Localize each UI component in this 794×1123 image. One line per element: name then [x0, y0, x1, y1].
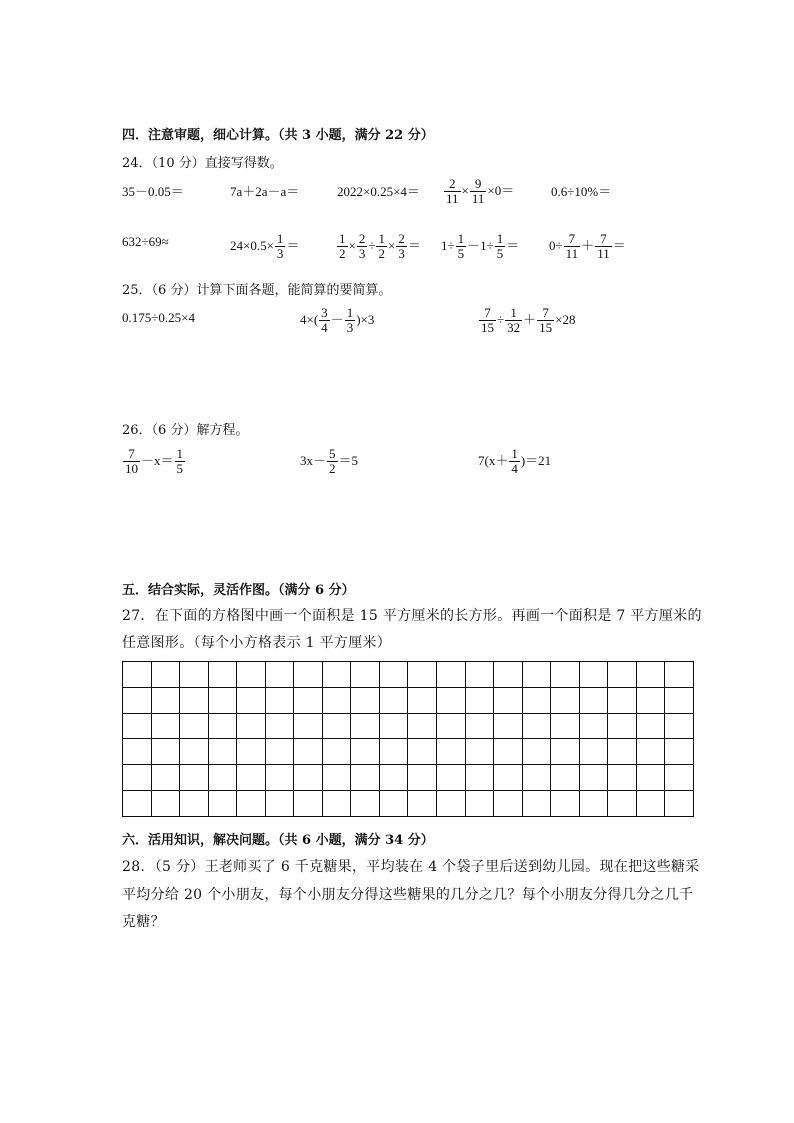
- fraction: $\frac{7}{15}$: [481, 305, 494, 336]
- q24-label: 24．（10 分）直接写得数。: [122, 156, 283, 171]
- grid-cell[interactable]: [465, 765, 494, 791]
- grid-cell[interactable]: [437, 662, 466, 688]
- fraction: $\frac{7}{10}$: [125, 446, 138, 477]
- grid-cell[interactable]: [208, 765, 237, 791]
- grid-cell[interactable]: [180, 687, 209, 713]
- grid-cell[interactable]: [608, 687, 637, 713]
- fraction: $\frac{2}{3}$: [398, 231, 405, 262]
- grid-cell[interactable]: [237, 739, 266, 765]
- grid-cell[interactable]: [237, 765, 266, 791]
- fraction: $\frac{1}{5}$: [176, 446, 184, 477]
- grid-cell[interactable]: [180, 791, 209, 817]
- grid-cell[interactable]: [437, 791, 466, 817]
- grid-cell[interactable]: [322, 739, 351, 765]
- q26-e1: $\frac{7}{10}$ －x＝ $\frac{1}{5}$: [125, 446, 184, 477]
- grid-cell[interactable]: [351, 687, 380, 713]
- grid-cell[interactable]: [408, 713, 437, 739]
- grid-cell[interactable]: [465, 662, 494, 688]
- grid-cell[interactable]: [408, 662, 437, 688]
- grid-cell[interactable]: [265, 765, 294, 791]
- grid-cell[interactable]: [494, 765, 523, 791]
- fraction: $\frac{2}{3}$: [358, 231, 366, 262]
- grid-cell[interactable]: [579, 687, 608, 713]
- grid-cell[interactable]: [579, 791, 608, 817]
- grid-cell[interactable]: [551, 791, 580, 817]
- section-4-title: 四．注意审题，细心计算。（共 3 小题，满分 22 分）: [122, 128, 434, 143]
- grid-cell[interactable]: [351, 791, 380, 817]
- fraction: $\frac{9}{11}$: [471, 176, 485, 207]
- grid-row: [123, 765, 694, 791]
- grid-cell[interactable]: [379, 765, 408, 791]
- grid-cell[interactable]: [265, 687, 294, 713]
- grid-cell[interactable]: [551, 662, 580, 688]
- grid-row: [123, 791, 694, 817]
- grid-cell[interactable]: [665, 687, 694, 713]
- grid-cell[interactable]: [379, 739, 408, 765]
- grid-cell[interactable]: [579, 713, 608, 739]
- grid-cell[interactable]: [208, 687, 237, 713]
- grid-cell[interactable]: [265, 791, 294, 817]
- grid-cell[interactable]: [123, 662, 152, 688]
- grid-cell[interactable]: [665, 765, 694, 791]
- grid-cell[interactable]: [294, 687, 323, 713]
- grid-cell[interactable]: [237, 687, 266, 713]
- fraction: $\frac{1}{3}$: [276, 231, 284, 262]
- grid-cell[interactable]: [265, 662, 294, 688]
- grid-cell[interactable]: [608, 765, 637, 791]
- grid-cell[interactable]: [322, 662, 351, 688]
- grid-cell[interactable]: [551, 713, 580, 739]
- fraction: $\frac{7}{11}$: [597, 231, 610, 262]
- grid-cell[interactable]: [494, 713, 523, 739]
- grid-cell[interactable]: [408, 687, 437, 713]
- grid-cell[interactable]: [208, 791, 237, 817]
- fraction: $\frac{3}{4}$: [321, 305, 328, 336]
- grid-cell[interactable]: [522, 713, 551, 739]
- grid-cell[interactable]: [379, 791, 408, 817]
- grid-cell[interactable]: [151, 791, 180, 817]
- fraction: $\frac{5}{2}$: [329, 446, 336, 477]
- grid-cell[interactable]: [351, 713, 380, 739]
- grid-cell[interactable]: [522, 791, 551, 817]
- q24-a4: $\frac{2}{11}$ × $\frac{9}{11}$ ×0＝: [446, 176, 515, 207]
- grid-cell[interactable]: [351, 662, 380, 688]
- grid-cell[interactable]: [151, 687, 180, 713]
- grid-cell[interactable]: [294, 791, 323, 817]
- grid-cell[interactable]: [522, 765, 551, 791]
- grid-cell[interactable]: [265, 713, 294, 739]
- grid-cell[interactable]: [322, 791, 351, 817]
- grid-cell[interactable]: [208, 739, 237, 765]
- drawing-grid[interactable]: [122, 661, 694, 817]
- grid-cell[interactable]: [437, 713, 466, 739]
- fraction: $\frac{1}{5}$: [496, 231, 504, 262]
- grid-cell[interactable]: [322, 713, 351, 739]
- grid-cell[interactable]: [465, 739, 494, 765]
- grid-cell[interactable]: [180, 713, 209, 739]
- q27-line-2: 任意图形。（每个小方格表示 1 平方厘米）: [122, 635, 392, 651]
- grid-cell[interactable]: [665, 713, 694, 739]
- grid-cell[interactable]: [522, 662, 551, 688]
- grid-cell[interactable]: [437, 739, 466, 765]
- fraction: $\frac{1}{5}$: [457, 231, 465, 262]
- grid-cell[interactable]: [379, 687, 408, 713]
- fraction: $\frac{1}{2}$: [378, 231, 385, 262]
- q25-e3: $\frac{7}{15}$ ÷ $\frac{1}{32}$ ＋ $\frac{7}{15}$ ×28: [481, 305, 576, 336]
- grid-row: [123, 687, 694, 713]
- grid-cell[interactable]: [494, 662, 523, 688]
- grid-cell[interactable]: [151, 713, 180, 739]
- grid-cell[interactable]: [408, 739, 437, 765]
- grid-cell[interactable]: [665, 791, 694, 817]
- q24-a2: 7a＋2a－a＝: [230, 184, 300, 199]
- grid-cell[interactable]: [351, 765, 380, 791]
- grid-cell[interactable]: [636, 687, 665, 713]
- grid-cell[interactable]: [208, 713, 237, 739]
- grid-cell[interactable]: [608, 662, 637, 688]
- q25-e2: 4×( $\frac{3}{4}$ － $\frac{1}{3}$ )×3: [300, 305, 375, 336]
- grid-cell[interactable]: [322, 765, 351, 791]
- q24-b2: 24×0.5× $\frac{1}{3}$ ＝: [230, 231, 300, 262]
- q24-a3: 2022×0.25×4＝: [337, 184, 420, 199]
- q24-b5: 0÷ $\frac{7}{11}$ ＋ $\frac{7}{11}$ ＝: [549, 231, 626, 262]
- fraction: $\frac{1}{3}$: [346, 305, 354, 336]
- section-5-title: 五．结合实际，灵活作图。（满分 6 分）: [122, 583, 355, 598]
- grid-cell[interactable]: [151, 739, 180, 765]
- grid-cell[interactable]: [294, 739, 323, 765]
- grid-cell[interactable]: [322, 687, 351, 713]
- grid-cell[interactable]: [494, 739, 523, 765]
- q24-a1: 35－0.05＝: [122, 184, 184, 199]
- grid-cell[interactable]: [379, 662, 408, 688]
- grid-cell[interactable]: [608, 739, 637, 765]
- grid-row: [123, 739, 694, 765]
- grid-cell[interactable]: [237, 662, 266, 688]
- grid-cell[interactable]: [579, 765, 608, 791]
- q24-b1: 632÷69≈: [122, 234, 169, 249]
- grid-cell[interactable]: [522, 739, 551, 765]
- fraction: $\frac{2}{11}$: [446, 176, 459, 207]
- fraction: $\frac{1}{2}$: [339, 231, 346, 262]
- q28-line-2: 平均分给 20 个小朋友，每个小朋友分得这些糖果的几分之几？每个小朋友分得几分之几千: [122, 887, 694, 903]
- grid-cell[interactable]: [123, 791, 152, 817]
- grid-cell[interactable]: [437, 765, 466, 791]
- grid-row: [123, 713, 694, 739]
- grid-cell[interactable]: [408, 765, 437, 791]
- grid-cell[interactable]: [180, 765, 209, 791]
- q24-a5: 0.6÷10%＝: [551, 184, 612, 199]
- fraction: $\frac{7}{11}$: [565, 231, 579, 262]
- grid-cell[interactable]: [408, 791, 437, 817]
- grid-cell[interactable]: [636, 791, 665, 817]
- grid-cell[interactable]: [522, 687, 551, 713]
- q26-e3: 7(x＋ $\frac{1}{4}$ )＝21: [478, 446, 552, 477]
- grid-cell[interactable]: [579, 739, 608, 765]
- grid-cell[interactable]: [237, 791, 266, 817]
- grid-cell[interactable]: [123, 765, 152, 791]
- grid-cell[interactable]: [665, 662, 694, 688]
- grid-cell[interactable]: [636, 713, 665, 739]
- grid-cell[interactable]: [494, 791, 523, 817]
- grid-cell[interactable]: [551, 687, 580, 713]
- grid-cell[interactable]: [294, 713, 323, 739]
- grid-cell[interactable]: [351, 739, 380, 765]
- grid-cell[interactable]: [551, 739, 580, 765]
- grid-cell[interactable]: [123, 739, 152, 765]
- q24-b4: 1÷ $\frac{1}{5}$ －1÷ $\frac{1}{5}$ ＝: [441, 231, 520, 262]
- grid-cell[interactable]: [208, 662, 237, 688]
- grid-cell[interactable]: [636, 739, 665, 765]
- fraction: $\frac{1}{32}$: [507, 305, 521, 336]
- grid-cell[interactable]: [608, 713, 637, 739]
- q27-line-1: 27．在下面的方格图中画一个面积是 15 平方厘米的长方形。再画一个面积是 7 平方厘米的: [122, 608, 702, 624]
- grid-cell[interactable]: [237, 713, 266, 739]
- grid-cell[interactable]: [551, 765, 580, 791]
- grid-cell[interactable]: [579, 662, 608, 688]
- grid-cell[interactable]: [123, 687, 152, 713]
- grid-cell[interactable]: [180, 662, 209, 688]
- q28-line-3: 克糖？: [122, 914, 165, 930]
- grid-cell[interactable]: [665, 739, 694, 765]
- grid-cell[interactable]: [636, 765, 665, 791]
- grid-cell[interactable]: [294, 765, 323, 791]
- grid-cell[interactable]: [294, 662, 323, 688]
- grid-cell[interactable]: [151, 765, 180, 791]
- grid-cell[interactable]: [465, 713, 494, 739]
- grid-cell[interactable]: [265, 739, 294, 765]
- fraction: $\frac{7}{15}$: [539, 305, 553, 336]
- grid-cell[interactable]: [465, 687, 494, 713]
- grid-cell[interactable]: [123, 713, 152, 739]
- grid-row: [123, 662, 694, 688]
- q25-e1: 0.175÷0.25×4: [122, 310, 195, 325]
- q25-label: 25．（6 分）计算下面各题，能简算的要简算。: [122, 283, 392, 298]
- q24-b3: $\frac{1}{2}$ × $\frac{2}{3}$ ÷ $\frac{1}{2}$ × $\frac{2}{3}$ ＝: [339, 231, 421, 262]
- fraction: $\frac{1}{4}$: [511, 446, 518, 477]
- grid-cell[interactable]: [437, 687, 466, 713]
- section-6-title: 六．活用知识，解决问题。（共 6 小题，满分 34 分）: [122, 833, 434, 848]
- grid-cell[interactable]: [379, 713, 408, 739]
- q26-e2: 3x－ $\frac{5}{2}$ ＝5: [300, 446, 359, 477]
- grid-cell[interactable]: [465, 791, 494, 817]
- q26-label: 26．（6 分）解方程。: [122, 423, 249, 438]
- grid-cell[interactable]: [608, 791, 637, 817]
- grid-cell[interactable]: [180, 739, 209, 765]
- q28-line-1: 28．（5 分）王老师买了 6 千克糖果，平均装在 4 个袋子里后送到幼儿园。现在把这些糖采: [122, 859, 700, 875]
- grid-cell[interactable]: [636, 662, 665, 688]
- grid-cell[interactable]: [494, 687, 523, 713]
- grid-cell[interactable]: [151, 662, 180, 688]
